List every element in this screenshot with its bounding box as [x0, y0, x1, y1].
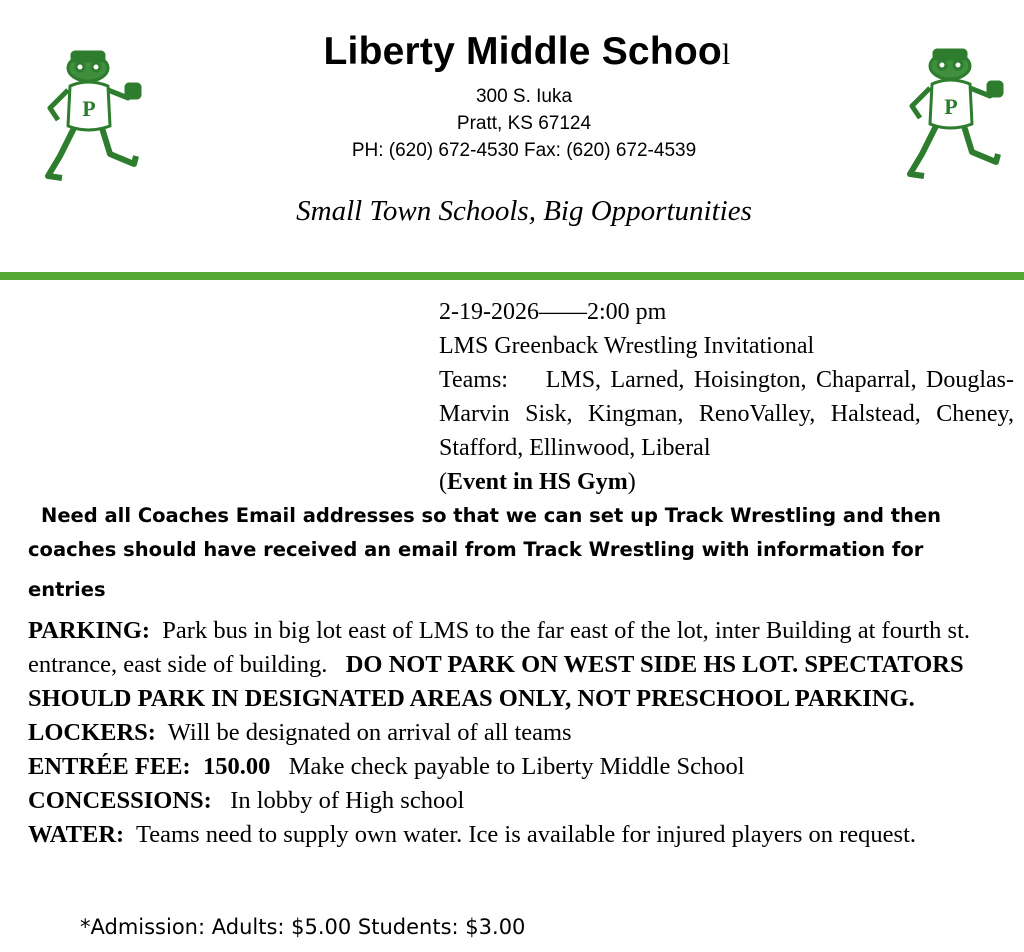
parking-section: [28, 614, 1018, 716]
notice-line-3: entries: [28, 578, 106, 601]
teams-list: LMS, Larned, Hoisington, Chaparral, Douglas-Marvin Sisk, Kingman, RenoValley, Halstead, Cheney, Stafford, Ellinwood, Liberal: [439, 367, 1014, 461]
motto: Small Town Schools, Big Opportunities: [296, 195, 752, 227]
mascot-letter: P: [82, 96, 96, 121]
location-note: Event in HS Gym: [447, 469, 628, 495]
lockers-text: Will be designated on arrival of all teams: [167, 719, 572, 746]
water-text: Teams need to supply own water. Ice is available for injured players on request.: [136, 821, 917, 848]
school-name-tail: l: [721, 38, 731, 71]
event-teams: [439, 363, 1014, 465]
school-name: [0, 30, 1024, 74]
notice-line-2: coaches should have received an email from Track Wrestling with information for: [28, 538, 924, 561]
water-label: WATER:: [28, 821, 125, 848]
admission-prices: *Admission: Adults: $5.00 Students: $3.00: [80, 915, 526, 939]
event-block: [439, 295, 1014, 499]
water-section: [28, 818, 1018, 852]
mascot-letter: P: [944, 94, 958, 119]
event-title: LMS Greenback Wrestling Invitational: [439, 333, 815, 359]
parking-text: Park bus in big lot east of LMS to the far east of the lot, inter Building at fourth st. entrance, east side of building.: [28, 617, 970, 678]
lockers-section: [28, 716, 1018, 750]
address-line-1: 300 S. Iuka: [475, 86, 573, 107]
concessions-text: In lobby of High school: [230, 787, 465, 814]
fee-label: ENTRÉE FEE:: [28, 753, 191, 780]
fee-amount: 150.00: [202, 753, 271, 780]
fee-section: [28, 750, 1018, 784]
notice-line-1: Need all Coaches Email addresses so that we can set up Track Wrestling and then: [41, 504, 942, 527]
event-datetime: 2-19-2026——2:00 pm: [439, 299, 667, 325]
lockers-label: LOCKERS:: [28, 719, 156, 746]
event-location: (Event in HS Gym): [439, 469, 636, 495]
parking-label: PARKING:: [28, 617, 151, 644]
parking-warning: DO NOT PARK ON WEST SIDE HS LOT. SPECTATORS SHOULD PARK IN DESIGNATED AREAS ONLY, NOT PRESCHOOL PARKING.: [28, 651, 964, 712]
phone-fax: PH: (620) 672-4530 Fax: (620) 672-4539: [351, 140, 697, 161]
school-name-main: Liberty Middle Schoo: [323, 30, 722, 73]
concessions-label: CONCESSIONS:: [28, 787, 212, 814]
address-line-2: Pratt, KS 67124: [456, 113, 592, 134]
fee-text: Make check payable to Liberty Middle School: [288, 753, 745, 780]
concessions-section: [28, 784, 1018, 818]
header-divider: [0, 272, 1024, 280]
details-block: [28, 614, 1018, 852]
teams-label: Teams:: [439, 367, 508, 393]
